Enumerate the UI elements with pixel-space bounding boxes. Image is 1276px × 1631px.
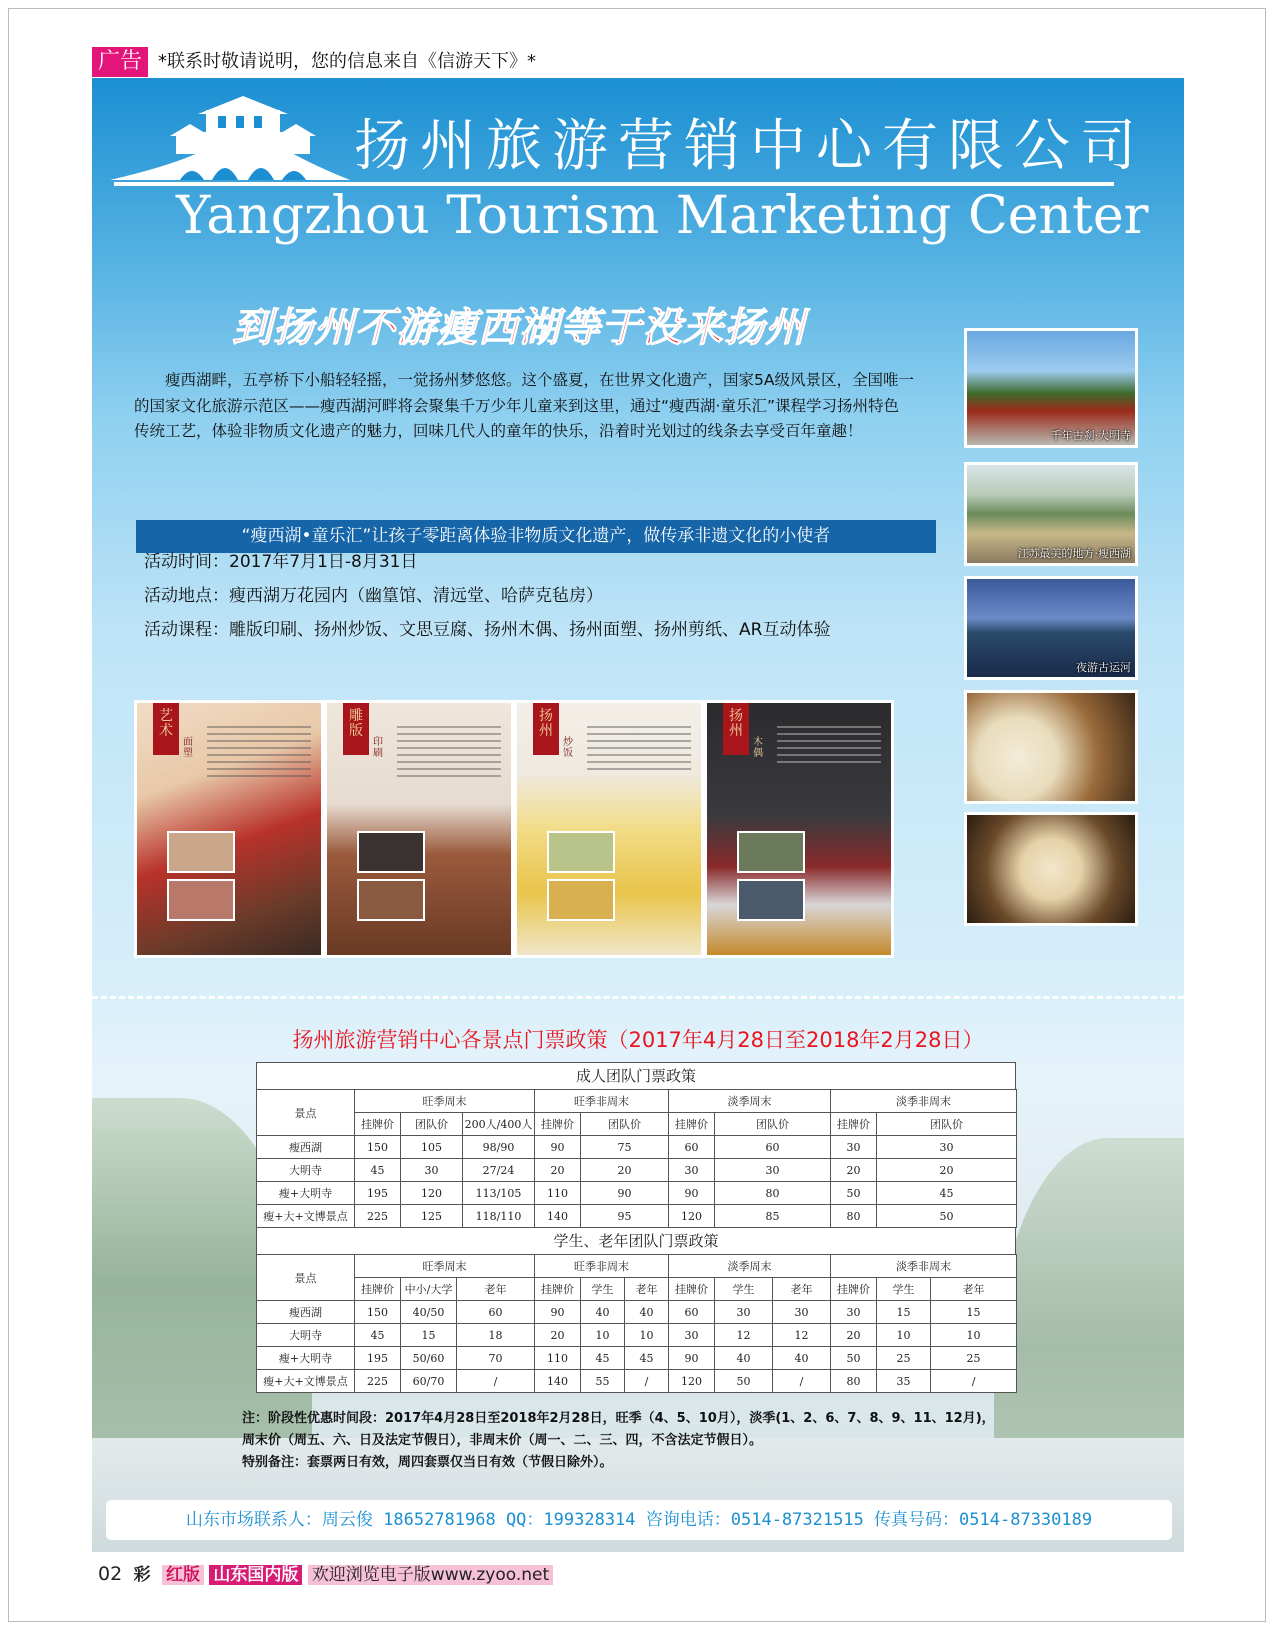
table-cell: / xyxy=(931,1370,1017,1393)
slogan: 到扬州不游瘦西湖等于没来扬州 xyxy=(232,305,806,351)
table-cell: 95 xyxy=(581,1205,669,1228)
table-cell: 20 xyxy=(535,1324,581,1347)
table-cell: 140 xyxy=(535,1370,581,1393)
table-cell: 150 xyxy=(355,1136,401,1159)
card-thumbnail xyxy=(167,879,235,921)
table-cell: 150 xyxy=(355,1301,401,1324)
photo-grand-canal-night xyxy=(964,576,1138,680)
ad-tag: 广告 xyxy=(92,47,148,77)
table-header: 学生 xyxy=(715,1278,773,1301)
table-cell: 30 xyxy=(401,1159,463,1182)
photo-dumplings xyxy=(964,812,1138,926)
table-cell: 105 xyxy=(401,1136,463,1159)
card-thumbnail xyxy=(737,831,805,873)
page-footer xyxy=(98,1560,553,1588)
table-cell: 20 xyxy=(877,1159,1017,1182)
table-cell: 55 xyxy=(581,1370,625,1393)
table-cell: / xyxy=(457,1370,535,1393)
table-cell: 120 xyxy=(669,1370,715,1393)
table-cell: 45 xyxy=(625,1347,669,1370)
note-line: 周末价（周五、六、日及法定节假日），非周末价（周一、二、三、四，不含法定节假日）。 xyxy=(242,1433,763,1448)
edition-label: 红版 xyxy=(162,1565,204,1585)
table-cell: 15 xyxy=(931,1301,1017,1324)
table-cell: 90 xyxy=(535,1136,581,1159)
table-cell: 30 xyxy=(831,1136,877,1159)
table-cell: 80 xyxy=(715,1182,831,1205)
table-header: 挂牌价 xyxy=(535,1113,581,1136)
photo-slender-west-lake xyxy=(964,462,1138,566)
photo-caption: 江苏最美的地方·瘦西湖 xyxy=(1017,547,1131,560)
table-cell: 50 xyxy=(831,1182,877,1205)
table-row xyxy=(257,1159,1017,1182)
table-header: 旺季非周末 xyxy=(535,1255,669,1278)
note-line: 特别备注：套票两日有效，周四套票仅当日有效（节假日除外）。 xyxy=(242,1455,613,1470)
table-header: 淡季周末 xyxy=(669,1090,831,1113)
table-row xyxy=(257,1370,1017,1393)
table-header: 旺季非周末 xyxy=(535,1090,669,1113)
table-cell: / xyxy=(773,1370,831,1393)
table-cell: 30 xyxy=(669,1324,715,1347)
table-row xyxy=(257,1301,1017,1324)
adult-table-title: 成人团队门票政策 xyxy=(256,1062,1016,1089)
table-header: 挂牌价 xyxy=(831,1278,877,1301)
table-cell: 50/60 xyxy=(401,1347,457,1370)
table-header: 老年 xyxy=(457,1278,535,1301)
table-cell: 瘦+大明寺 xyxy=(257,1347,355,1370)
card-subtitle: 炒饭 xyxy=(563,737,573,759)
table-row xyxy=(257,1324,1017,1347)
table-cell: 90 xyxy=(669,1347,715,1370)
table-cell: 60/70 xyxy=(401,1370,457,1393)
table-cell: 12 xyxy=(773,1324,831,1347)
card-title: 扬州 xyxy=(533,703,559,755)
photo-steamed-buns xyxy=(964,690,1138,804)
table-row xyxy=(257,1136,1017,1159)
table-header: 挂牌价 xyxy=(669,1113,715,1136)
card-thumbnail xyxy=(547,879,615,921)
table-header: 挂牌价 xyxy=(535,1278,581,1301)
card-thumbnail xyxy=(357,831,425,873)
color-mark: 彩 xyxy=(133,1565,151,1585)
photo-caption: 夜游古运河 xyxy=(1076,661,1131,674)
card-thumbnail xyxy=(357,879,425,921)
table-cell: 225 xyxy=(355,1370,401,1393)
table-cell: 20 xyxy=(831,1159,877,1182)
table-cell: 60 xyxy=(715,1136,831,1159)
table-cell: 12 xyxy=(715,1324,773,1347)
table-cell: 15 xyxy=(877,1301,931,1324)
company-name-cn: 扬州旅游营销中心有限公司 xyxy=(354,114,1146,179)
table-cell: 98/90 xyxy=(463,1136,535,1159)
table-cell: 195 xyxy=(355,1182,401,1205)
table-row xyxy=(257,1205,1017,1228)
table-cell: 10 xyxy=(625,1324,669,1347)
ticket-policy-title: 扬州旅游营销中心各景点门票政策（2017年4月28日至2018年2月28日） xyxy=(292,1028,984,1052)
course-card-dough-figurine xyxy=(134,700,324,958)
website-link[interactable]: 欢迎浏览电子版www.zyoo.net xyxy=(308,1565,553,1585)
event-banner: “瘦西湖•童乐汇”让孩子零距离体验非物质文化遗产，做传承非遗文化的小使者 xyxy=(136,520,936,553)
table-cell: 225 xyxy=(355,1205,401,1228)
table-cell: 10 xyxy=(581,1324,625,1347)
table-cell: 50 xyxy=(877,1205,1017,1228)
table-cell: 30 xyxy=(877,1136,1017,1159)
pavilion-bridge-logo-icon xyxy=(110,96,350,186)
card-text xyxy=(777,721,881,768)
table-header: 景点 xyxy=(257,1255,355,1301)
region-edition-label: 山东国内版 xyxy=(209,1565,302,1585)
note-line: 注：阶段性优惠时间段：2017年4月28日至2018年2月28日，旺季（4、5、10月），淡季(1、2、6、7、8、9、11、12月)， xyxy=(242,1411,995,1426)
dashed-divider xyxy=(92,996,1184,999)
card-thumbnail xyxy=(547,831,615,873)
table-cell: 60 xyxy=(669,1301,715,1324)
table-header: 老年 xyxy=(931,1278,1017,1301)
course-card-fried-rice xyxy=(514,700,704,958)
table-cell: 瘦西湖 xyxy=(257,1136,355,1159)
table-cell: 10 xyxy=(931,1324,1017,1347)
table-cell: 瘦+大+文博景点 xyxy=(257,1205,355,1228)
table-cell: 25 xyxy=(877,1347,931,1370)
company-name-en: Yangzhou Tourism Marketing Center xyxy=(176,186,1149,246)
table-cell: 110 xyxy=(535,1347,581,1370)
table-row xyxy=(257,1182,1017,1205)
table-header: 挂牌价 xyxy=(355,1278,401,1301)
card-thumbnail xyxy=(167,831,235,873)
card-text xyxy=(397,721,501,782)
table-cell: 118/110 xyxy=(463,1205,535,1228)
table-cell: 40 xyxy=(581,1301,625,1324)
table-header: 淡季非周末 xyxy=(831,1090,1017,1113)
table-cell: 125 xyxy=(401,1205,463,1228)
table-cell: 瘦西湖 xyxy=(257,1301,355,1324)
table-cell: 120 xyxy=(669,1205,715,1228)
ad-note: *联系时敬请说明，您的信息来自《信游天下》* xyxy=(158,51,536,72)
card-title: 扬州 xyxy=(723,703,749,755)
table-cell: 30 xyxy=(715,1159,831,1182)
table-cell: 15 xyxy=(401,1324,457,1347)
table-header: 挂牌价 xyxy=(831,1113,877,1136)
table-cell: 大明寺 xyxy=(257,1324,355,1347)
table-cell: 18 xyxy=(457,1324,535,1347)
activity-place: 活动地点：瘦西湖万花园内（幽篁馆、清远堂、哈萨克毡房） xyxy=(144,586,603,606)
activity-time: 活动时间：2017年7月1日-8月31日 xyxy=(144,552,418,572)
table-cell: 90 xyxy=(581,1182,669,1205)
table-cell: 大明寺 xyxy=(257,1159,355,1182)
table-header: 旺季周末 xyxy=(355,1090,535,1113)
table-row xyxy=(257,1347,1017,1370)
table-cell: 20 xyxy=(831,1324,877,1347)
table-cell: 80 xyxy=(831,1370,877,1393)
table-cell: 140 xyxy=(535,1205,581,1228)
table-cell: 70 xyxy=(457,1347,535,1370)
table-header: 团队价 xyxy=(401,1113,463,1136)
table-cell: 瘦+大+文博景点 xyxy=(257,1370,355,1393)
page-number: 02 xyxy=(98,1563,123,1585)
table-cell: 110 xyxy=(535,1182,581,1205)
table-cell: 20 xyxy=(581,1159,669,1182)
table-cell: 45 xyxy=(877,1182,1017,1205)
table-cell: 120 xyxy=(401,1182,463,1205)
table-cell: / xyxy=(625,1370,669,1393)
table-cell: 30 xyxy=(715,1301,773,1324)
ad-panel xyxy=(92,78,1184,1552)
table-cell: 20 xyxy=(535,1159,581,1182)
course-card-puppet xyxy=(704,700,894,958)
table-header: 淡季周末 xyxy=(669,1255,831,1278)
table-cell: 50 xyxy=(715,1370,773,1393)
table-header: 挂牌价 xyxy=(669,1278,715,1301)
policy-notes xyxy=(242,1408,995,1474)
table-cell: 30 xyxy=(669,1159,715,1182)
table-cell: 50 xyxy=(831,1347,877,1370)
table-header: 老年 xyxy=(625,1278,669,1301)
table-header: 挂牌价 xyxy=(355,1113,401,1136)
photo-caption: 千年古刹·大明寺 xyxy=(1050,429,1131,442)
table-header: 旺季周末 xyxy=(355,1255,535,1278)
ticket-policy-tables xyxy=(256,1062,1016,1393)
photo-daming-temple xyxy=(964,328,1138,448)
activity-courses: 活动课程：雕版印刷、扬州炒饭、文思豆腐、扬州木偶、扬州面塑、扬州剪纸、AR互动体验 xyxy=(144,620,831,640)
course-card-woodblock-printing xyxy=(324,700,514,958)
table-header: 淡季非周末 xyxy=(831,1255,1017,1278)
table-cell: 10 xyxy=(877,1324,931,1347)
table-cell: 45 xyxy=(355,1324,401,1347)
table-cell: 瘦+大明寺 xyxy=(257,1182,355,1205)
table-cell: 45 xyxy=(355,1159,401,1182)
table-header: 团队价 xyxy=(581,1113,669,1136)
table-header: 学生 xyxy=(877,1278,931,1301)
table-cell: 40/50 xyxy=(401,1301,457,1324)
card-title: 雕版 xyxy=(343,703,369,755)
adult-ticket-table xyxy=(256,1089,1017,1228)
table-cell: 40 xyxy=(715,1347,773,1370)
table-header: 团队价 xyxy=(877,1113,1017,1136)
table-cell: 85 xyxy=(715,1205,831,1228)
table-header: 中小/大学 xyxy=(401,1278,457,1301)
card-subtitle: 印刷 xyxy=(373,737,383,759)
table-header: 学生 xyxy=(581,1278,625,1301)
table-cell: 30 xyxy=(773,1301,831,1324)
table-cell: 113/105 xyxy=(463,1182,535,1205)
table-header: 团队价 xyxy=(715,1113,831,1136)
card-text xyxy=(587,721,691,775)
card-subtitle: 面塑 xyxy=(183,737,193,759)
table-header: 景点 xyxy=(257,1090,355,1136)
student-table-title: 学生、老年团队门票政策 xyxy=(256,1228,1016,1254)
card-text xyxy=(207,721,311,782)
contact-bar: 山东市场联系人：周云俊 18652781968 QQ：199328314 咨询电话：0514-87321515 传真号码：0514-87330189 xyxy=(106,1500,1172,1540)
table-cell: 90 xyxy=(669,1182,715,1205)
table-header: 老年 xyxy=(773,1278,831,1301)
table-cell: 80 xyxy=(831,1205,877,1228)
card-title: 艺术 xyxy=(153,703,179,755)
table-cell: 60 xyxy=(457,1301,535,1324)
intro-text: 瘦西湖畔，五亭桥下小船轻轻摇，一觉扬州梦悠悠。这个盛夏，在世界文化遗产，国家5A级风景区，全国唯一的国家文化旅游示范区——瘦西湖河畔将会聚集千万少年儿童来到这里，通过“瘦西湖·童乐汇”课程学习扬州特色传统工艺，体验非物质文化遗产的魅力，回味几代人的童年的快乐，沿着时光划过的线条去享受百年童趣！ xyxy=(134,371,914,440)
table-header: 200人/400人 xyxy=(463,1113,535,1136)
table-cell: 25 xyxy=(931,1347,1017,1370)
table-cell: 40 xyxy=(773,1347,831,1370)
table-cell: 35 xyxy=(877,1370,931,1393)
table-cell: 27/24 xyxy=(463,1159,535,1182)
table-cell: 75 xyxy=(581,1136,669,1159)
table-cell: 90 xyxy=(535,1301,581,1324)
card-subtitle: 木偶 xyxy=(753,737,763,759)
table-cell: 40 xyxy=(625,1301,669,1324)
table-cell: 195 xyxy=(355,1347,401,1370)
student-ticket-table xyxy=(256,1254,1017,1393)
table-cell: 60 xyxy=(669,1136,715,1159)
table-cell: 30 xyxy=(831,1301,877,1324)
table-cell: 45 xyxy=(581,1347,625,1370)
card-thumbnail xyxy=(737,879,805,921)
